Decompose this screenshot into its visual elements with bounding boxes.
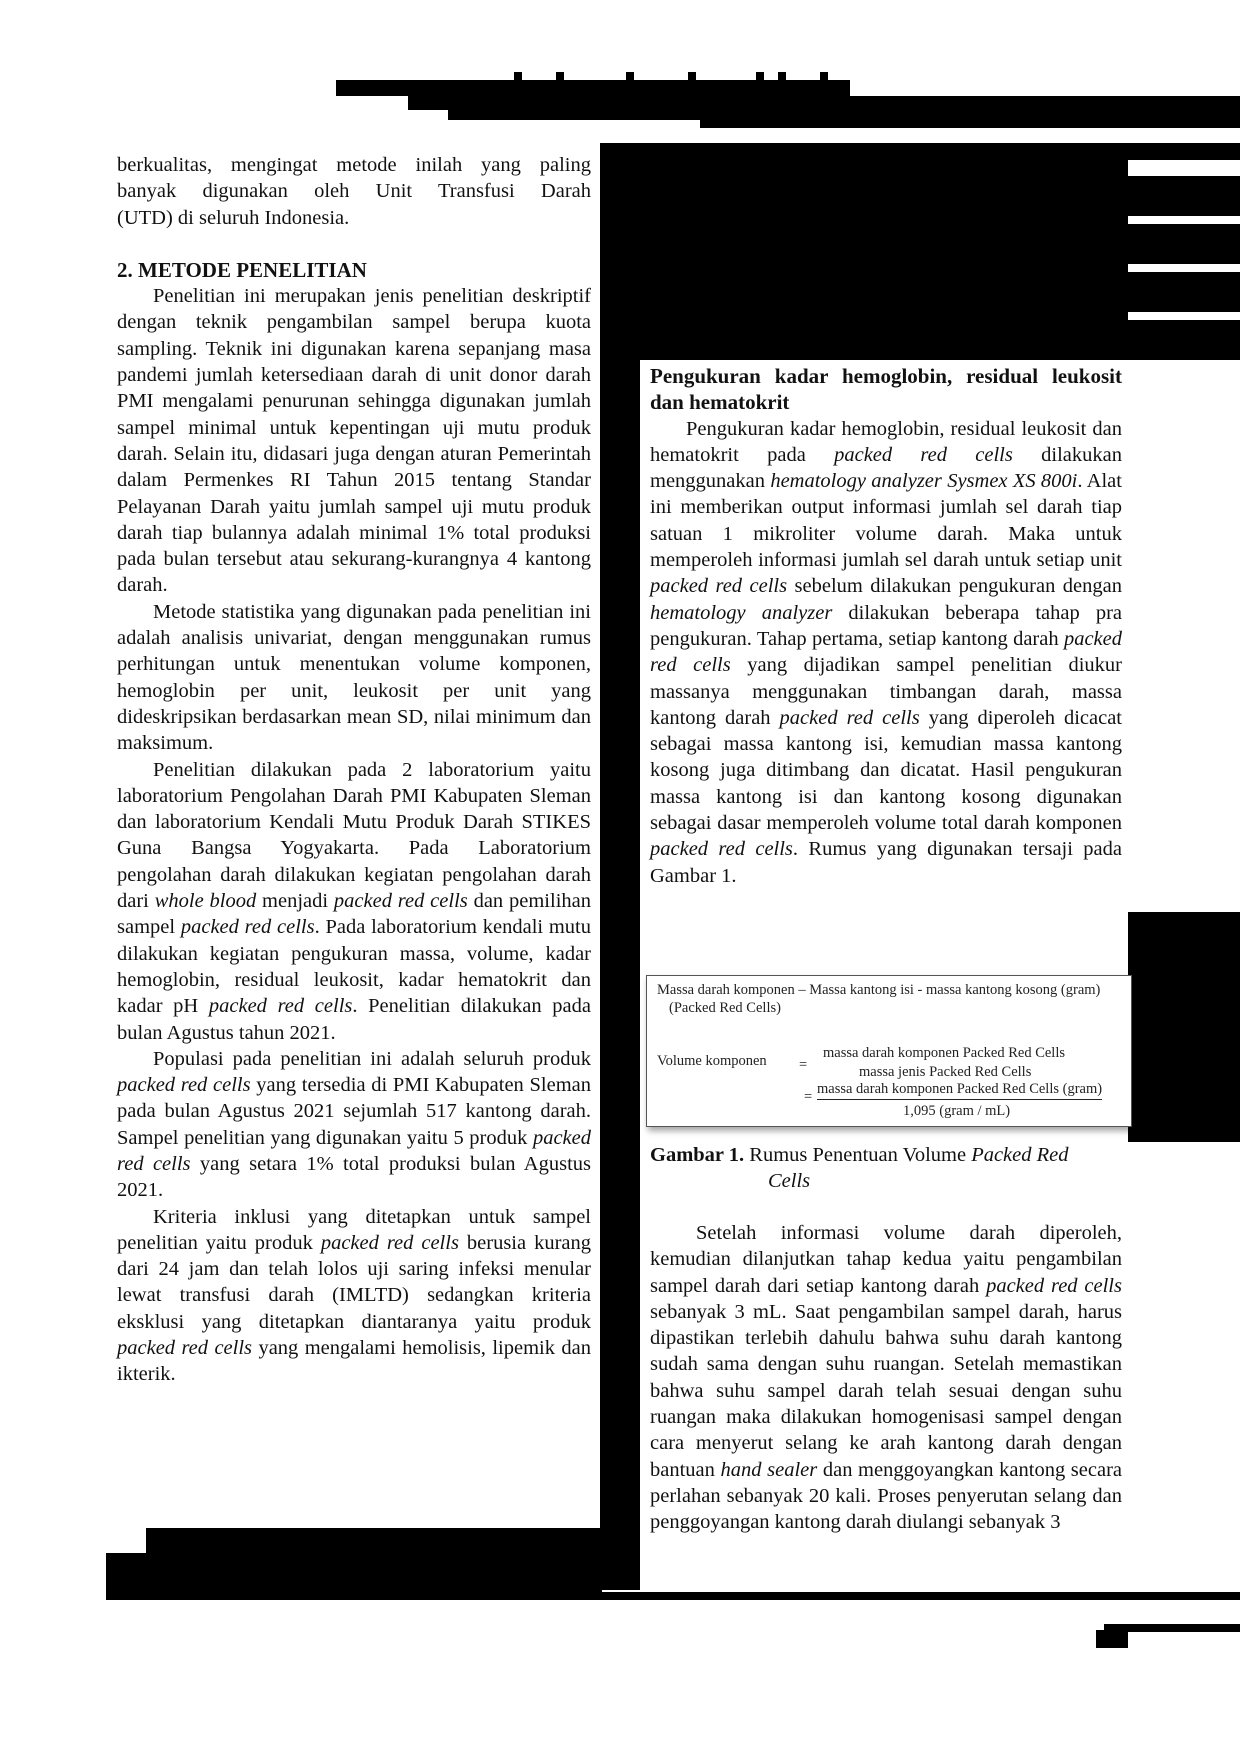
right-column (650, 363, 1122, 889)
text-run: Populasi pada penelitian ini adalah seluruh produk (153, 1047, 591, 1070)
body-paragraph (650, 1220, 1122, 1536)
text-run: sebelum dilakukan pengukuran dengan (787, 575, 1122, 598)
text-run: dilakukan beberapa tahap pra pengukuran. Tahap pertama, setiap kantong darah (650, 601, 1122, 650)
text-run: Kriteria inklusi yang ditetapkan untuk sampel penelitian yaitu produk (117, 1205, 591, 1254)
equals-sign: = (804, 1089, 813, 1105)
italic-term: packed red cells (779, 706, 920, 729)
formula-line-2: (Packed Red Cells) (669, 1000, 781, 1016)
redacted-header-row-1 (336, 80, 850, 96)
equals-sign: = (799, 1057, 808, 1073)
italic-term: packed red cells (650, 627, 1122, 677)
fraction-denominator: 1,095 (gram / mL) (903, 1103, 1011, 1119)
redacted-header-tick (626, 72, 634, 82)
body-paragraph (117, 1046, 591, 1204)
redacted-left-bottom-block-2 (106, 1553, 156, 1593)
text-run: Pengukuran kadar hemoglobin, residual leukosit dan hematokrit pada (650, 417, 1122, 466)
redacted-right-margin-mid (1128, 912, 1240, 1142)
text-run: sebanyak 3 mL. Saat pengambilan sampel darah, harus dipastikan terlebih dahulu bahwa suhu darah kantong sudah sama dengan suhu ruangan. Setelah memastikan bahwa suhu sampel darah telah sesuai dengan suhu ruangan maka dilakukan homogenisasi sampel dengan cara menyerut selang ke arah kantong darah dengan bantuan (650, 1300, 1122, 1481)
text-run: Setelah informasi volume darah diperoleh, kemudian dilanjutkan tahap kedua yaitu pengambilan sampel darah dari setiap kantong darah (650, 1222, 1122, 1297)
italic-term: packed red cells (117, 1337, 253, 1360)
text-run: dan pemilihan sampel (117, 890, 591, 939)
italic-term: packed red cells (986, 1274, 1122, 1297)
italic-term: packed red cells (333, 890, 468, 913)
italic-term: hematology analyzer Sysmex XS 800i (770, 470, 1078, 493)
figure-caption (650, 1142, 1128, 1195)
text-run: . Pada laboratorium kendali mutu dilakukan kegiatan pengukuran massa, volume, kadar hemoglobin, residual leukosit, kadar hematokrit dan kadar pH (117, 916, 591, 1018)
volume-label: Volume komponen (657, 1053, 767, 1069)
text-line: berkualitas, mengingat metode inilah yang paling (117, 154, 591, 176)
italic-term: whole blood (154, 890, 257, 913)
text-line: banyak digunakan oleh Unit Transfusi Darah (117, 180, 591, 203)
redacted-right-margin-block (1128, 143, 1240, 160)
text-run: yang setara 1% total produksi bulan Agustus 2021. (117, 1152, 592, 1202)
redacted-footer-rule (106, 1592, 1240, 1600)
italic-term: packed red cells (117, 1074, 251, 1097)
body-paragraph (117, 1204, 591, 1388)
left-column (117, 152, 591, 1388)
text-run: menjadi (256, 890, 334, 913)
body-paragraph (117, 757, 591, 1046)
caption-label: Gambar 1. (650, 1144, 745, 1166)
redacted-page-number (1096, 1630, 1128, 1648)
redacted-gutter (600, 360, 640, 1590)
caption-text: Rumus Penentuan Volume (744, 1144, 972, 1166)
redacted-left-bottom-block (146, 1528, 602, 1594)
text-run: yang tersedia di PMI Kabupaten Sleman pada bulan Agustus 2021 sejumlah 517 kantong darah. Sampel penelitian yang digunakan yaitu 5 produk (117, 1074, 591, 1149)
text-run: yang mengalami hemolisis, lipemik dan ikterik. (117, 1337, 591, 1386)
redacted-header-tick (688, 72, 696, 82)
redacted-top-right-block (600, 143, 1128, 360)
italic-term: packed red cells (180, 916, 315, 939)
fraction-denominator: massa jenis Packed Red Cells (859, 1064, 1032, 1080)
caption-italic: Cells (768, 1170, 811, 1193)
fraction-numerator: massa darah komponen Packed Red Cells (823, 1045, 1066, 1061)
text-run: yang diperoleh dicacat sebagai massa kantong isi, kemudian massa kantong kosong juga ditimbang dan dicatat. Hasil pengukuran massa kantong isi dan kantong kosong digunakan sebagai dasar memperoleh volume total darah komponen (650, 706, 1122, 835)
body-paragraph: Metode statistika yang digunakan pada penelitian ini adalah analisis univariat, dengan menggunakan rumus perhitungan untuk menentukan volume komponen, hemoglobin per unit, leukosit per unit yang dideskripsikan berdasarkan mean SD, nilai minimum dan maksimum. (117, 600, 591, 755)
text-run: Penelitian dilakukan pada 2 laboratorium yaitu laboratorium Pengolahan Darah PMI Kabupaten Sleman dan laboratorium Kendali Mutu Produk Darah STIKES Guna Bangsa Yogyakarta. Pada Laboratorium pengolahan darah dilakukan kegiatan pengolahan darah dari (117, 758, 591, 913)
formula-line-1: Massa darah komponen – Massa kantong isi - massa kantong kosong (gram) (657, 982, 1101, 998)
italic-term: packed red cells (834, 443, 1013, 466)
italic-term: hand sealer (720, 1458, 818, 1481)
text-line: (UTD) di seluruh Indonesia. (117, 206, 350, 229)
text-run: . Rumus yang digunakan tersaji pada Gambar 1. (650, 838, 1122, 887)
intro-paragraph (117, 152, 591, 231)
right-column-continued (650, 1220, 1122, 1536)
redacted-header-tick (820, 72, 828, 82)
text-run: . Penelitian dilakukan pada bulan Agustus tahun 2021. (117, 995, 591, 1044)
formula-figure (646, 975, 1132, 1127)
body-paragraph: Penelitian ini merupakan jenis penelitian deskriptif dengan teknik pengambilan sampel berupa kuota sampling. Teknik ini digunakan karena sepanjang masa pandemi jumlah ketersediaan darah di unit donor darah PMI mengalami penurunan sehingga digunakan jumlah sampel minimal untuk kepentingan uji mutu produk darah. Selain itu, didasari juga dengan aturan Pemerintah dalam Permenkes RI Tahun 2015 tentang Standar Pelayanan Darah yaitu jumlah sampel uji mutu produk darah tiap bulannya adalah minimal 1% total produksi pada bulan tersebut atau sekurang-kurangnya 4 kantong darah. (117, 285, 591, 597)
italic-term: packed red cells (320, 1231, 459, 1254)
italic-term: packed red cells (650, 575, 788, 598)
italic-term: hematology analyzer (650, 601, 833, 624)
text-run: dan menggoyangkan kantong secara perlahan sebanyak 20 kali. Proses penyerutan selang dan penggoyangan kantong darah diulangi sebanyak 3 (650, 1458, 1122, 1534)
text-run: dilakukan menggunakan (650, 443, 1122, 493)
body-paragraph (650, 416, 1122, 889)
redacted-header-tick (556, 72, 564, 82)
caption-italic: Packed Red (971, 1144, 1069, 1166)
text-run: berusia kurang dari 24 jam dan telah lolos uji saring infeksi menular lewat transfusi darah (IMLTD) sedangkan kriteria eksklusi yang ditetapkan diantaranya yaitu produk (117, 1231, 591, 1333)
italic-term: packed red cells (650, 838, 793, 861)
redacted-header-tick (514, 72, 522, 82)
subsection-heading: Pengukuran kadar hemoglobin, residual leukosit dan hematokrit (650, 364, 1122, 415)
redacted-header-tick (756, 72, 764, 82)
italic-term: packed red cells (208, 995, 353, 1018)
text-run: . Alat ini memberikan output informasi jumlah sel darah tiap satuan 1 mikroliter volume darah. Maka untuk memperoleh informasi jumlah sel darah untuk setiap unit (650, 470, 1122, 572)
text-run: yang dijadikan sampel penelitian diukur massanya menggunakan timbangan darah, massa kantong darah (650, 654, 1122, 729)
redacted-right-margin-stripes (1128, 176, 1240, 360)
redacted-header-tick (778, 72, 786, 82)
redacted-header-row-4 (700, 108, 1240, 128)
fraction-numerator: massa darah komponen Packed Red Cells (gram) (817, 1080, 1102, 1100)
section-heading: 2. METODE PENELITIAN (117, 257, 367, 282)
italic-term: packed red cells (117, 1126, 591, 1175)
